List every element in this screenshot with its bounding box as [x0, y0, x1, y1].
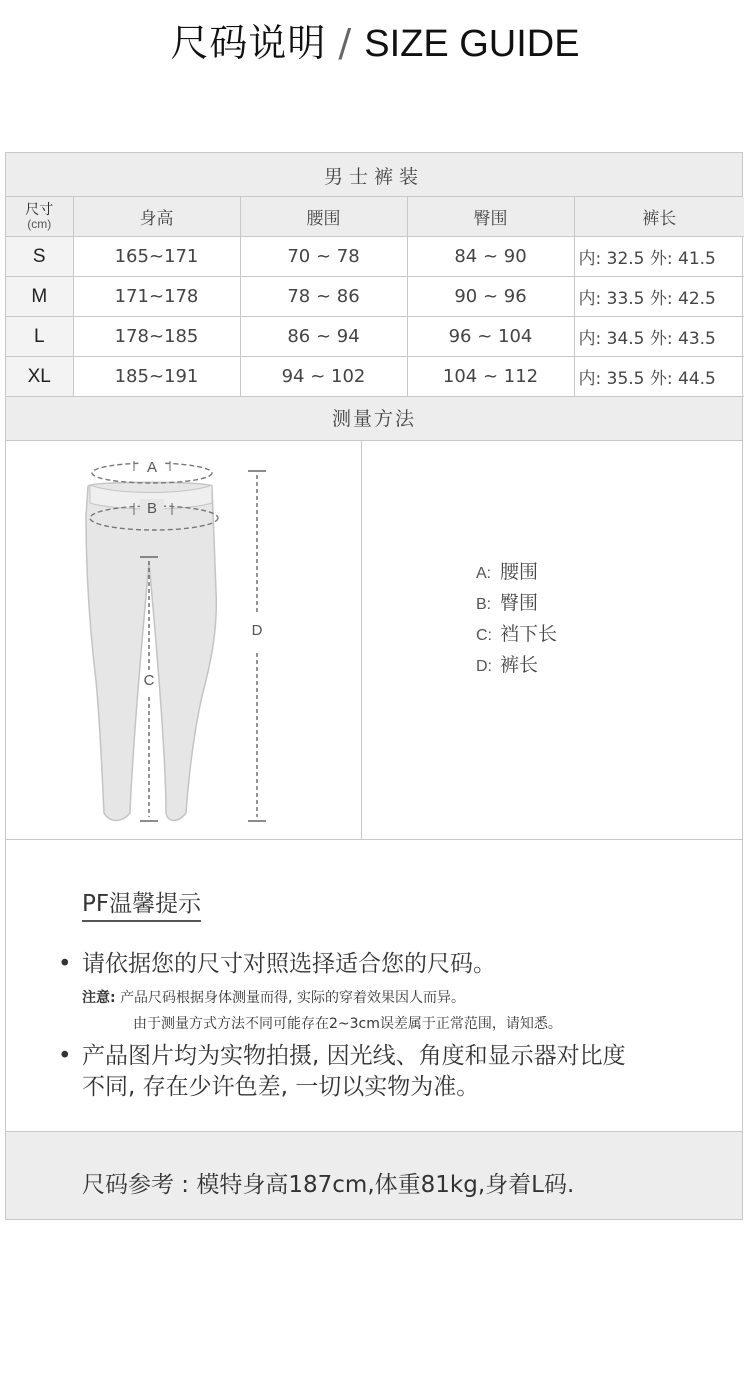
tip-bullet-2: [58, 1041, 626, 1103]
tip-text: 不同, 存在少许色差, 一切以实物为准。: [82, 1074, 480, 1100]
unit-label: 尺寸: [25, 200, 54, 217]
tip-text: 请依据您的尺寸对照选择适合您的尺码。: [82, 951, 496, 977]
legend-key: B:: [476, 596, 492, 613]
table-row: [6, 357, 744, 397]
unit-value: (cm): [27, 216, 52, 231]
title-en: SIZE GUIDE: [364, 23, 580, 65]
legend-key: C:: [476, 627, 492, 644]
column-header: 臀围: [407, 197, 574, 237]
size-guide-panel: [5, 152, 743, 1220]
size-cell: L: [6, 317, 73, 357]
pants-diagram: [6, 441, 362, 839]
note-text: 产品尺码根据身体测量而得, 实际的穿着效果因人而异。: [120, 990, 465, 1006]
size-table: [6, 197, 744, 397]
tip-note-line2: 由于测量方式方法不同可能存在2~3cm误差属于正常范围，请知悉。: [133, 1016, 562, 1032]
title-separator: /: [338, 21, 353, 65]
legend-key: A:: [476, 565, 492, 582]
length-cell: 内: 32.5 外: 41.5: [574, 237, 744, 277]
height-cell: 171~178: [73, 277, 240, 317]
pants-outline: [86, 482, 216, 820]
legend-text: 裆下长: [500, 623, 558, 645]
note-label: 注意:: [82, 990, 116, 1006]
height-cell: 185~191: [73, 357, 240, 397]
size-reference: 尺码参考 : 模特身高187cm,体重81kg,身着L码.: [82, 1172, 575, 1198]
unit-cell: [6, 197, 73, 237]
length-cell: 内: 35.5 外: 44.5: [574, 357, 744, 397]
waist-cell: 78 ~ 86: [240, 277, 407, 317]
column-header: 腰围: [240, 197, 407, 237]
tip-note: [82, 987, 465, 1007]
table-row: [6, 317, 744, 357]
hip-cell: 84 ~ 90: [407, 237, 574, 277]
table-row: [6, 237, 744, 277]
legend-item: [476, 650, 557, 681]
hip-cell: 90 ~ 96: [407, 277, 574, 317]
tips-title: PF温馨提示: [82, 885, 201, 922]
title-cn: 尺码说明: [170, 21, 327, 65]
size-cell: XL: [6, 357, 73, 397]
hip-cell: 96 ~ 104: [407, 317, 574, 357]
length-cell: 内: 34.5 外: 43.5: [574, 317, 744, 357]
measure-title: 测量方法: [6, 397, 742, 441]
table-header-row: [6, 197, 744, 237]
tip-text: 产品图片均为实物拍摄, 因光线、角度和显示器对比度: [82, 1043, 626, 1069]
table-row: [6, 277, 744, 317]
size-cell: M: [6, 277, 73, 317]
waist-cell: 94 ~ 102: [240, 357, 407, 397]
waist-cell: 70 ~ 78: [240, 237, 407, 277]
label-a: A: [146, 459, 158, 476]
section-divider: [6, 839, 742, 840]
legend-key: D:: [476, 658, 492, 675]
legend-text: 臀围: [500, 592, 539, 614]
height-cell: 165~171: [73, 237, 240, 277]
legend-item: [476, 619, 557, 650]
label-b: B: [146, 500, 158, 517]
size-reference-band: [6, 1131, 742, 1219]
waist-cell: 86 ~ 94: [240, 317, 407, 357]
tip-bullet-1: [58, 949, 496, 980]
height-cell: 178~185: [73, 317, 240, 357]
column-header: 裤长: [574, 197, 744, 237]
length-cell: 内: 33.5 外: 42.5: [574, 277, 744, 317]
measure-legend: [476, 557, 557, 681]
bullet-dot: •: [58, 1043, 72, 1069]
hip-cell: 104 ~ 112: [407, 357, 574, 397]
bullet-dot: •: [58, 951, 72, 977]
legend-item: [476, 588, 557, 619]
table-caption: 男士裤装: [6, 153, 742, 197]
pants-illustration: [6, 441, 361, 839]
label-d: D: [251, 622, 263, 639]
legend-text: 裤长: [500, 654, 539, 676]
size-cell: S: [6, 237, 73, 277]
column-header: 身高: [73, 197, 240, 237]
label-c: C: [143, 672, 155, 689]
legend-text: 腰围: [500, 561, 539, 583]
legend-item: [476, 557, 557, 588]
page-title: [0, 12, 750, 67]
